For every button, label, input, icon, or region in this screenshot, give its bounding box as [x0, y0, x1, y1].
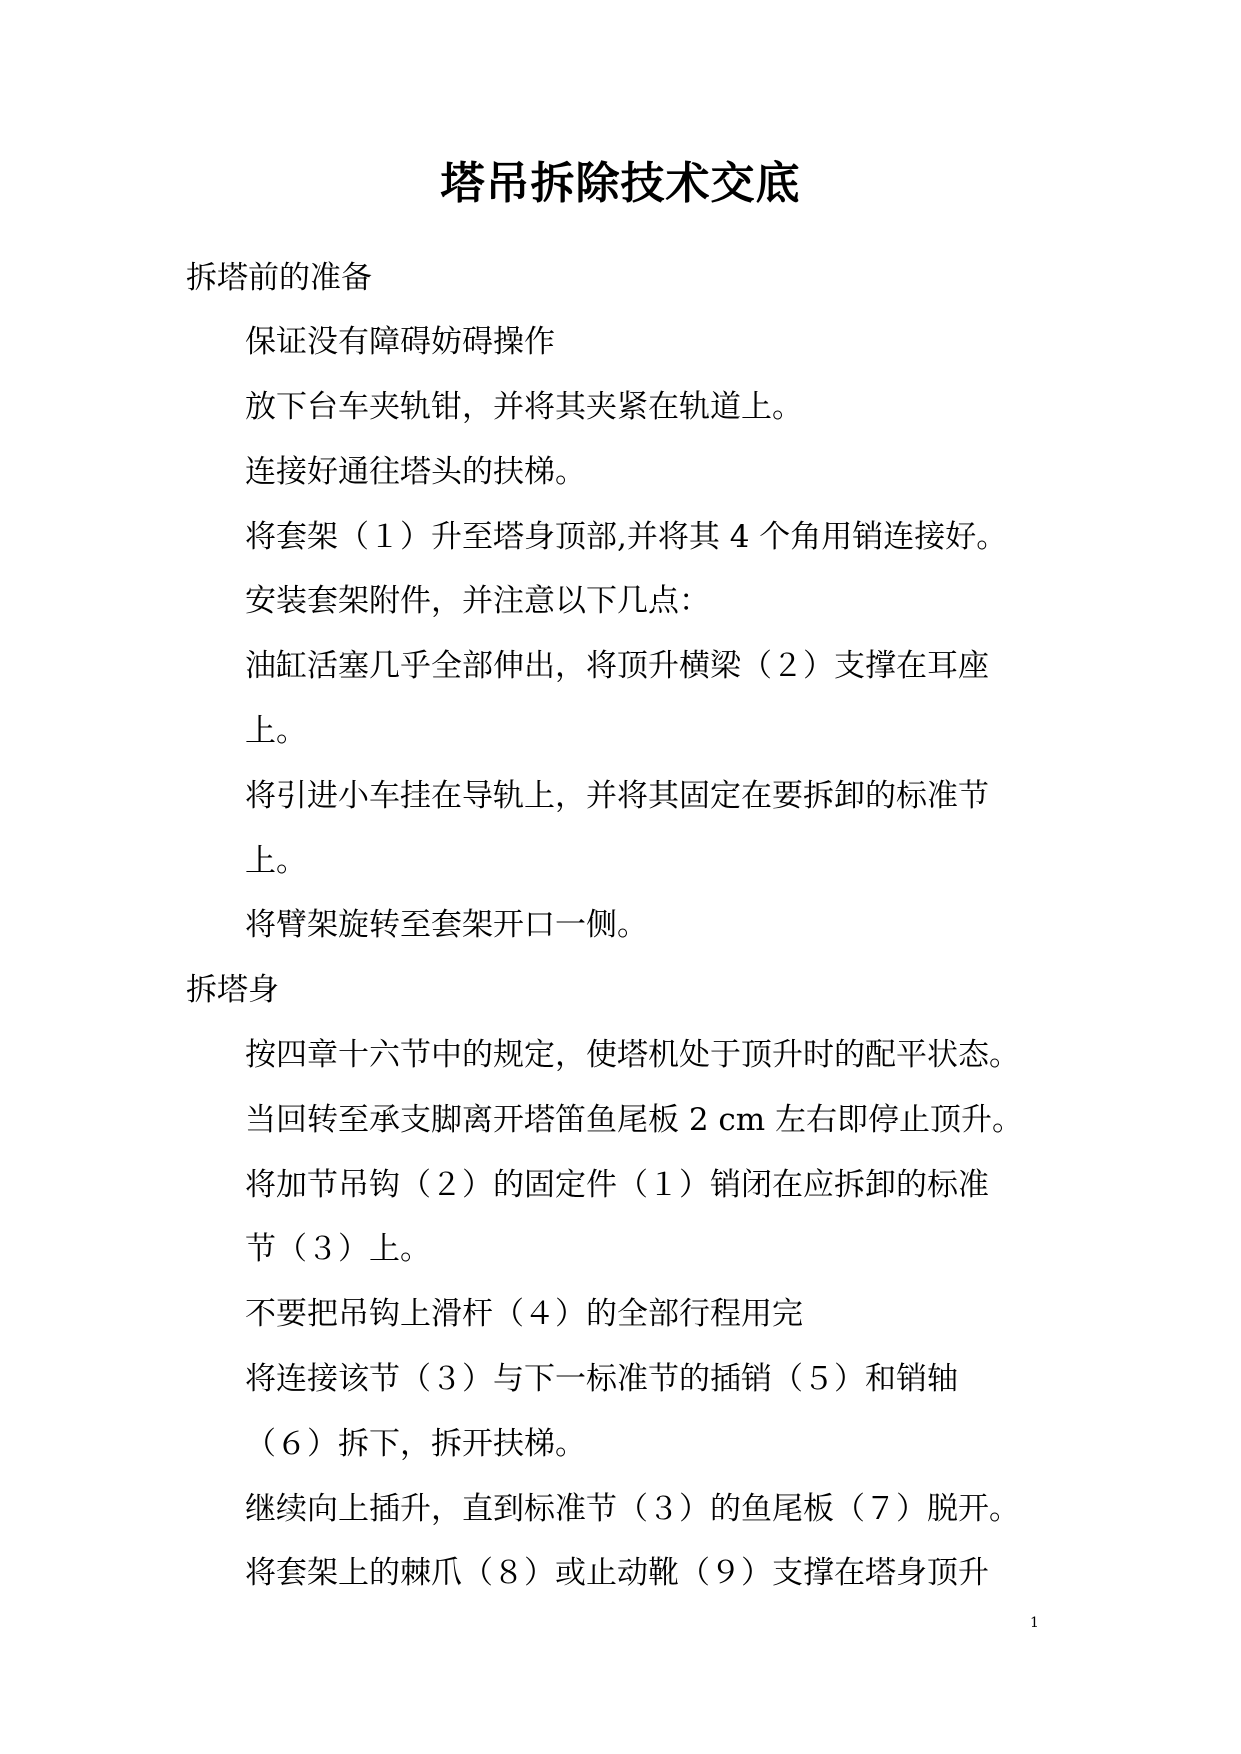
page-number: 1 — [1030, 1615, 1039, 1631]
paragraph-line: 保证没有障碍妨碍操作 — [245, 324, 555, 360]
paragraph-line: 放下台车夹轨钳，并将其夹紧在轨道上。 — [245, 389, 803, 425]
paragraph-line: 按四章十六节中的规定，使塔机处于顶升时的配平状态。 — [245, 1037, 1020, 1073]
paragraph-line: 安装套架附件，并注意以下几点： — [245, 583, 710, 619]
paragraph-line: 不要把吊钩上滑杆（４）的全部行程用完 — [245, 1296, 803, 1332]
paragraph-line: 当回转至承支脚离开塔笛鱼尾板 2 cm 左右即停止顶升。 — [245, 1102, 1024, 1138]
paragraph-line: 将连接该节（３）与下一标准节的插销（５）和销轴 — [245, 1361, 958, 1397]
paragraph-line-continuation: 节（３）上。 — [245, 1231, 431, 1267]
paragraph-line: 连接好通往塔头的扶梯。 — [245, 454, 586, 490]
paragraph-line: 继续向上插升，直到标准节（３）的鱼尾板（７）脱开。 — [245, 1491, 1020, 1527]
section-heading-preparation: 拆塔前的准备 — [186, 260, 372, 296]
section-heading-dismantle-tower: 拆塔身 — [186, 972, 279, 1008]
paragraph-line: 油缸活塞几乎全部伸出，将顶升横梁（２）支撑在耳座 — [245, 648, 989, 684]
paragraph-line-continuation: 上。 — [245, 713, 307, 749]
paragraph-line: 将套架上的棘爪（８）或止动靴（９）支撑在塔身顶升 — [245, 1555, 989, 1591]
paragraph-line: 将引进小车挂在导轨上，并将其固定在要拆卸的标准节 — [245, 778, 989, 814]
paragraph-line: 将臂架旋转至套架开口一侧。 — [245, 907, 648, 943]
document-title: 塔吊拆除技术交底 — [440, 158, 801, 209]
paragraph-line-continuation: 上。 — [245, 843, 307, 879]
paragraph-line: 将套架（１）升至塔身顶部,并将其 4 个角用销连接好。 — [245, 519, 1008, 555]
paragraph-line: 将加节吊钩（２）的固定件（１）销闭在应拆卸的标准 — [245, 1167, 989, 1203]
paragraph-line-continuation: （６）拆下，拆开扶梯。 — [245, 1426, 586, 1462]
